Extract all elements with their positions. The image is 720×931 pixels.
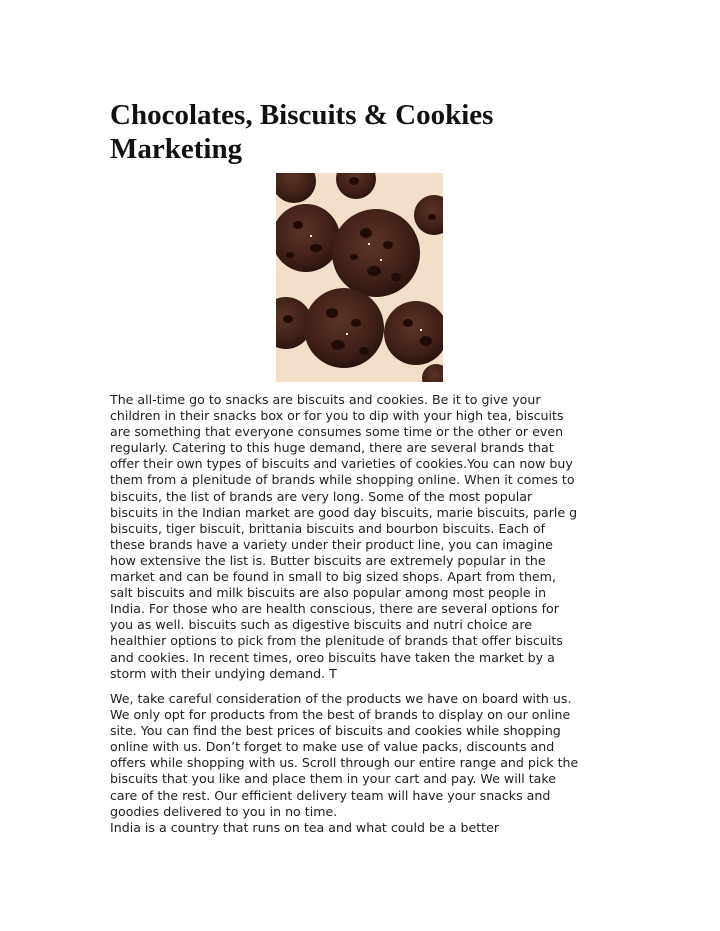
page-title: Chocolates, Biscuits & Cookies Marketing — [110, 99, 494, 165]
body-paragraph: We, take careful consideration of the products we have on board with us. We only opt for products from the best of brands to display on our online site. You can find the best prices of biscuits and cookies while shopping online with us. Don’t forget to make use of value packs, discounts and offers while shopping with us. Scroll through our entire range and pick the biscuits that you like and place them in your cart and pay. We will take care of the rest. Our efficient delivery team will have your snacks and goodies delivered to you in no time. India is a country that runs on tea and what could be a better — [110, 691, 579, 835]
body-paragraph: The all-time go to snacks are biscuits and cookies. Be it to give your children in their snacks box or for you to dip with your high tea, biscuits are something that everyone consumes some time or the other or even regularly. Catering to this huge demand, there are several brands that offer their own types of biscuits and varieties of cookies.You can now buy them from a plenitude of brands while shopping online. When it comes to biscuits, the list of brands are very long. Some of the most popular biscuits in the Indian market are good day biscuits, marie biscuits, parle g biscuits, tiger biscuit, brittania biscuits and bourbon biscuits. Each of these brands have a variety under their product line, you can imagine how extensive the list is. Butter biscuits are extremely popular in the market and can be found in small to big sized shops. Apart from them, salt biscuits and milk biscuits are also popular among most people in India. For those who are health conscious, there are several options for you as well. biscuits such as digestive biscuits and nutri choice are healthier options to pick from the plenitude of brands that offer biscuits and cookies. In recent times, oreo biscuits have taken the market by a storm with their undying demand. T — [110, 392, 578, 681]
cookies-illustration — [276, 173, 443, 382]
cookies-photo — [276, 173, 443, 382]
